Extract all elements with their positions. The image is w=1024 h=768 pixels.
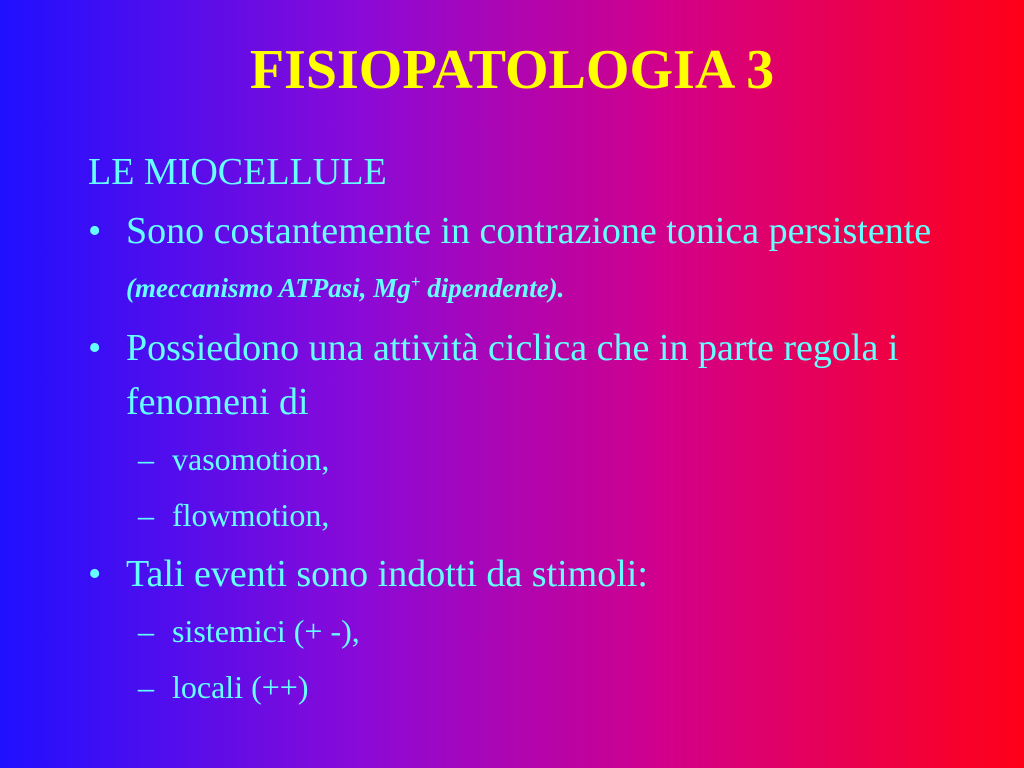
bullet-text: Sono costantemente in contrazione tonica persistente xyxy=(126,210,932,252)
sub-item xyxy=(88,491,968,539)
bullet-marker: • xyxy=(88,210,102,252)
sub-item-text: flowmotion, xyxy=(172,497,330,533)
bullet-note-superscript: + xyxy=(410,272,421,291)
slide-title: FISIOPATOLOGIA 3 xyxy=(249,39,775,101)
bullet-marker: • xyxy=(88,553,102,595)
sub-marker: – xyxy=(138,497,154,533)
sub-marker: – xyxy=(138,669,154,705)
sub-item xyxy=(88,607,968,655)
bullet-note-text: (meccanismo ATPasi, Mg xyxy=(126,273,411,303)
sub-marker: – xyxy=(138,613,154,649)
section-heading: LE MIOCELLULE xyxy=(88,151,387,193)
slide-body xyxy=(88,146,968,719)
bullet-marker: • xyxy=(88,327,102,369)
sub-item-text: sistemici (+ -), xyxy=(172,613,360,649)
bullet-item xyxy=(88,204,968,315)
sub-item-text: locali (++) xyxy=(172,669,309,705)
bullet-item xyxy=(88,547,968,601)
sub-item xyxy=(88,663,968,711)
bullet-note-text-end: dipendente). xyxy=(420,273,565,303)
bullet-text: Tali eventi sono indotti da stimoli: xyxy=(126,553,648,595)
sub-marker: – xyxy=(138,441,154,477)
sub-item xyxy=(88,435,968,483)
bullet-text: Possiedono una attività ciclica che in parte regola i fenomeni di xyxy=(126,327,899,423)
bullet-note xyxy=(126,273,564,303)
sub-item-text: vasomotion, xyxy=(172,441,330,477)
bullet-item xyxy=(88,321,968,429)
